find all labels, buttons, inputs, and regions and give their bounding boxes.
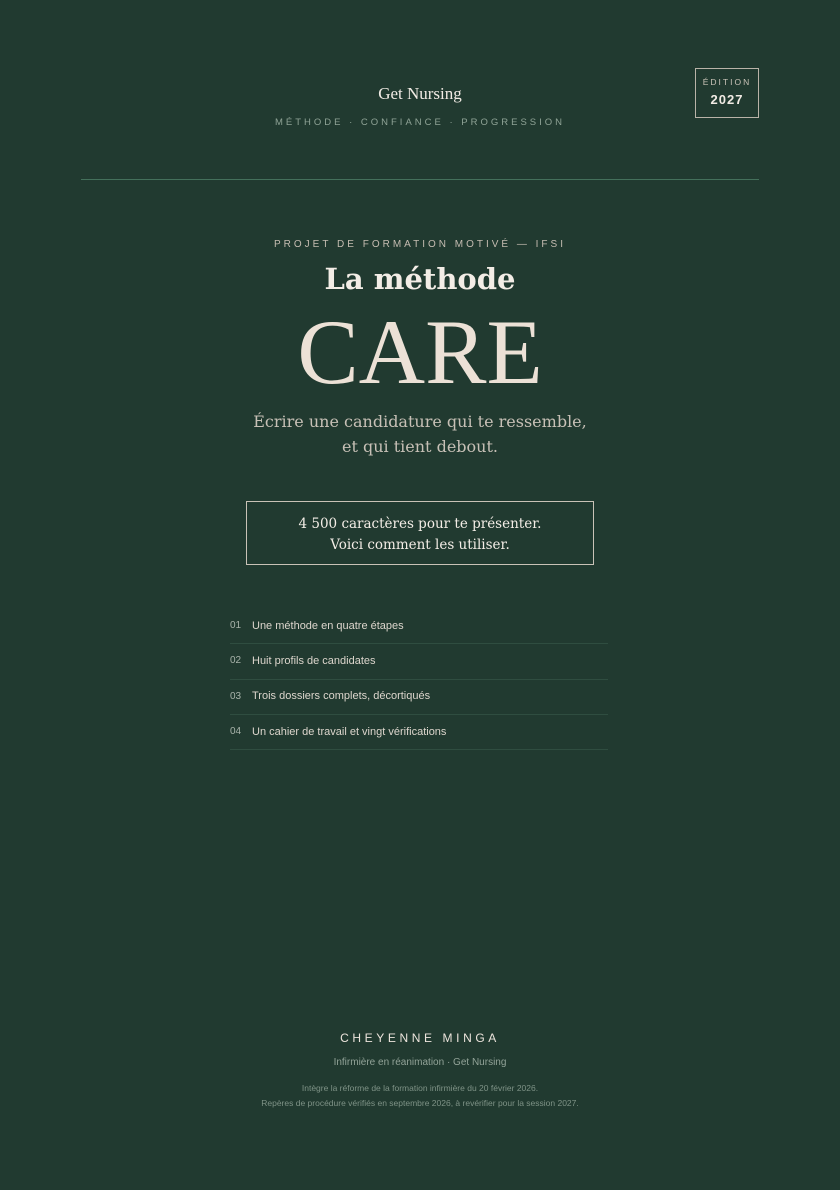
author-role: Infirmière en réanimation · Get Nursing [333, 1057, 507, 1068]
list-item [230, 609, 608, 644]
footnote-line-1: Intègre la réforme de la formation infirmière du 20 février 2026. [301, 1083, 539, 1093]
contents-list [230, 609, 608, 750]
header-divider [81, 179, 759, 180]
document-kicker: PROJET DE FORMATION MOTIVÉ — IFSI [274, 239, 566, 250]
title-prefix: La méthode [324, 262, 516, 296]
author-name: CHEYENNE MINGA [340, 1031, 500, 1045]
subtitle [0, 409, 840, 459]
brand-tagline: MÉTHODE · CONFIANCE · PROGRESSION [274, 117, 566, 128]
subtitle-line-1: Écrire une candidature qui te ressemble, [253, 412, 587, 431]
item-number: 01 [230, 620, 242, 632]
subtitle-line-2: et qui tient debout. [342, 437, 498, 456]
footnote [0, 1081, 840, 1111]
callout-box [246, 501, 594, 565]
item-number: 02 [230, 655, 242, 667]
item-label: Un cahier de travail et vingt vérifications [252, 725, 447, 738]
item-label: Huit profils de candidates [252, 654, 376, 667]
edition-year: 2027 [710, 92, 744, 107]
edition-badge [695, 68, 759, 118]
item-label: Trois dossiers complets, décortiqués [252, 690, 431, 703]
list-item [230, 680, 608, 715]
brand-name: Get Nursing [378, 84, 462, 103]
list-item [230, 715, 608, 750]
edition-label: ÉDITION [702, 77, 752, 87]
list-item [230, 644, 608, 679]
footnote-line-2: Repères de procédure vérifiés en septembre 2026, à revérifier pour la session 2027. [261, 1098, 579, 1108]
callout-line-2: Voici comment les utiliser. [330, 537, 510, 553]
item-number: 04 [230, 726, 242, 738]
item-number: 03 [230, 690, 242, 702]
callout-line-1: 4 500 caractères pour te présenter. [298, 516, 542, 532]
item-label: Une méthode en quatre étapes [252, 619, 404, 632]
title-main: CARE [297, 301, 543, 403]
